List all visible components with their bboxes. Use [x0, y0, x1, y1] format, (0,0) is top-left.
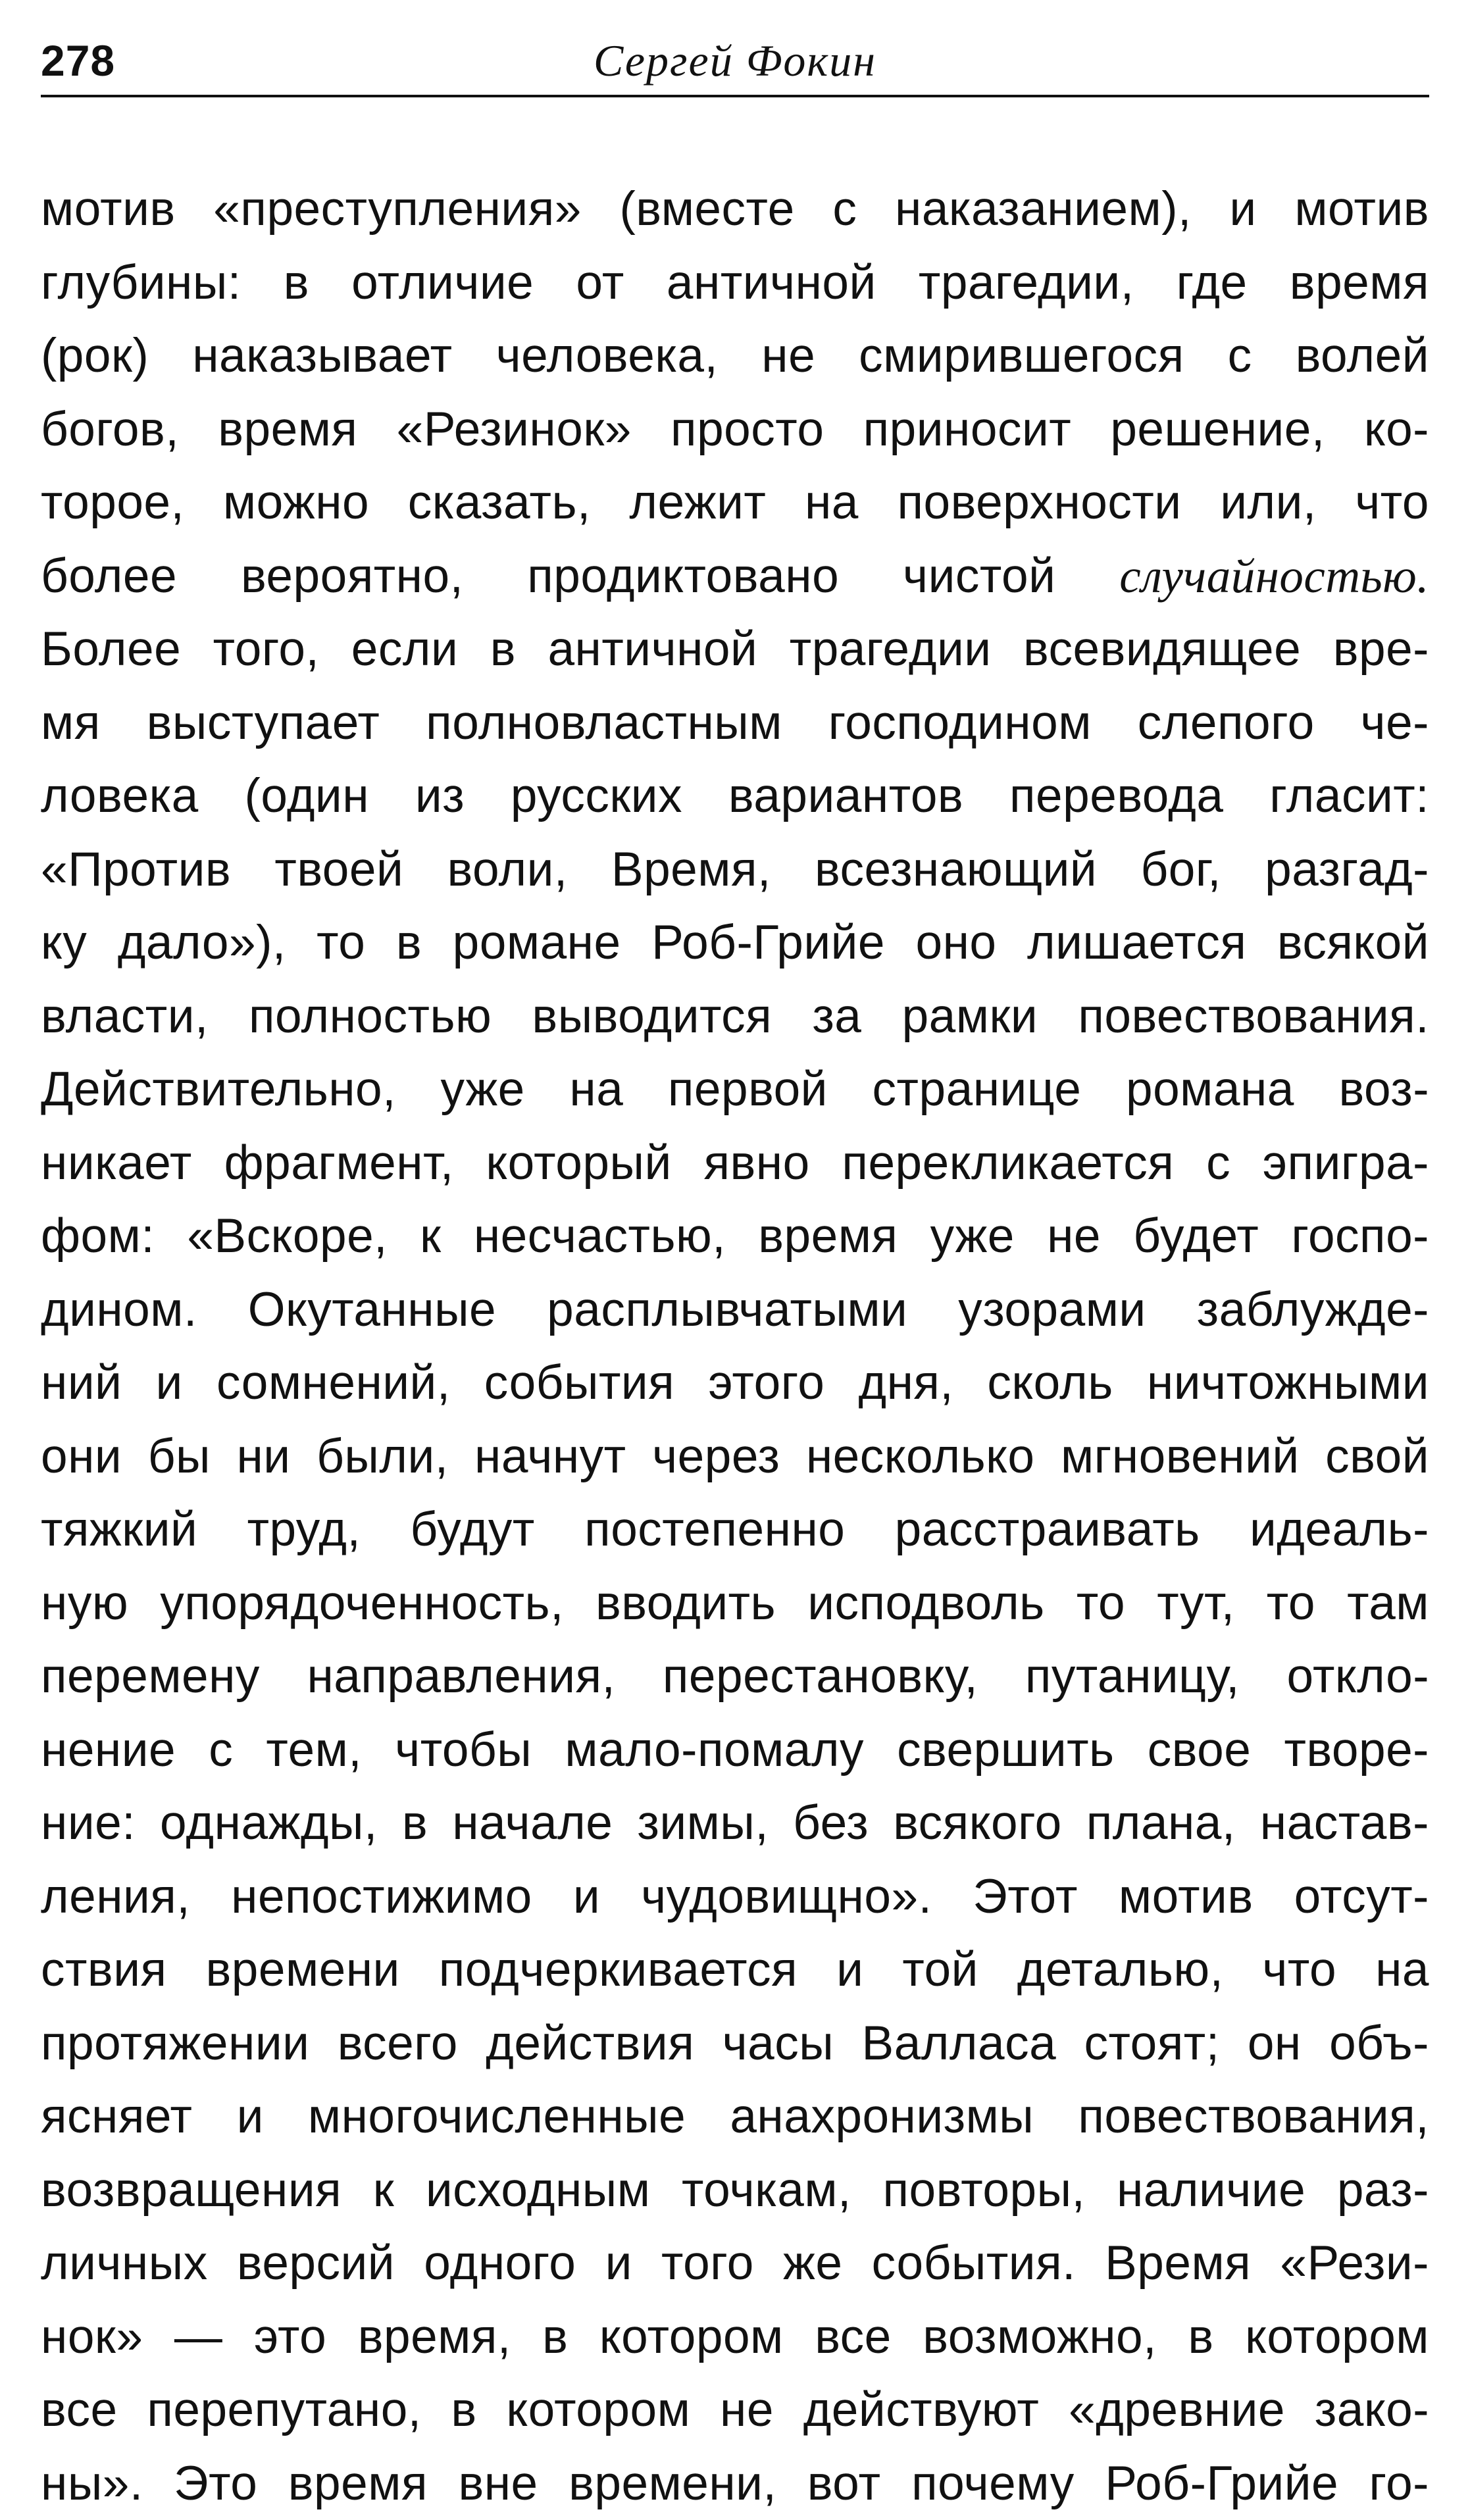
running-head: Сергей Фокин — [41, 34, 1429, 87]
text-line-3: (рок) наказывает человека, не смирившегося с волей — [41, 319, 1429, 393]
page-header — [41, 34, 1429, 95]
text-line-21: перемену направления, перестановку, путаницу, откло- — [41, 1640, 1429, 1713]
text-line-4: богов, время «Резинок» просто приносит решение, ко- — [41, 393, 1429, 466]
text-line-16: дином. Окутанные расплывчатыми узорами заблужде- — [41, 1273, 1429, 1347]
text-line-14: никает фрагмент, который явно перекликается с эпигра- — [41, 1126, 1429, 1200]
text-line-32: ны». Это время вне времени, вот почему Роб-Грийе го- — [41, 2447, 1429, 2520]
text-line-15: фом: «Вскоре, к несчастью, время уже не будет госпо- — [41, 1199, 1429, 1273]
text-line-31: все перепутано, в котором не действуют «древние зако- — [41, 2373, 1429, 2447]
text-line-5: торое, можно сказать, лежит на поверхности или, что — [41, 466, 1429, 540]
text-line-1: мотив «преступления» (вместе с наказанием), и мотив — [41, 172, 1429, 246]
text-line-24: ления, непостижимо и чудовищно». Этот мотив отсут- — [41, 1860, 1429, 1934]
text-line-28: возвращения к исходным точкам, повторы, наличие раз- — [41, 2154, 1429, 2227]
text-line-7: Более того, если в античной трагедии всевидящее вре- — [41, 613, 1429, 686]
header-rule — [41, 95, 1429, 97]
text-line-30: нок» — это время, в котором все возможно, в котором — [41, 2300, 1429, 2374]
text-line-20: ную упорядоченность, вводить исподволь то тут, то там — [41, 1567, 1429, 1640]
page-number: 278 — [41, 34, 115, 87]
text-line-18: они бы ни были, начнут через несколько мгновений свой — [41, 1420, 1429, 1494]
text-line-19: тяжкий труд, будут постепенно расстраивать идеаль- — [41, 1493, 1429, 1567]
text-line-12: власти, полностью выводится за рамки повествования. — [41, 980, 1429, 1053]
text-line-23: ние: однажды, в начале зимы, без всякого плана, настав- — [41, 1786, 1429, 1860]
emphasis-word: случайностью. — [1119, 549, 1429, 603]
text-line-10: «Против твоей воли, Время, всезнающий бог, разгад- — [41, 833, 1429, 907]
text-line-6 — [41, 540, 1429, 613]
text-line-6-start: более вероятно, продиктовано чистой — [41, 549, 1055, 603]
text-line-11: ку дало»), то в романе Роб-Грийе оно лишается всякой — [41, 906, 1429, 980]
text-line-13: Действительно, уже на первой странице романа воз- — [41, 1053, 1429, 1126]
text-line-9: ловека (один из русских вариантов перевода гласит: — [41, 759, 1429, 833]
text-line-26: протяжении всего действия часы Валласа стоят; он объ- — [41, 2007, 1429, 2080]
text-line-25: ствия времени подчеркивается и той деталью, что на — [41, 1933, 1429, 2007]
text-line-17: ний и сомнений, события этого дня, сколь ничтожными — [41, 1346, 1429, 1420]
text-line-22: нение с тем, чтобы мало-помалу свершить свое творе- — [41, 1713, 1429, 1787]
text-line-2: глубины: в отличие от античной трагедии, где время — [41, 246, 1429, 320]
text-line-8: мя выступает полновластным господином слепого че- — [41, 686, 1429, 760]
book-page — [41, 34, 1429, 2225]
text-line-29: личных версий одного и того же события. Время «Рези- — [41, 2227, 1429, 2300]
body-text — [41, 172, 1429, 2520]
text-line-27: ясняет и многочисленные анахронизмы повествования, — [41, 2080, 1429, 2154]
